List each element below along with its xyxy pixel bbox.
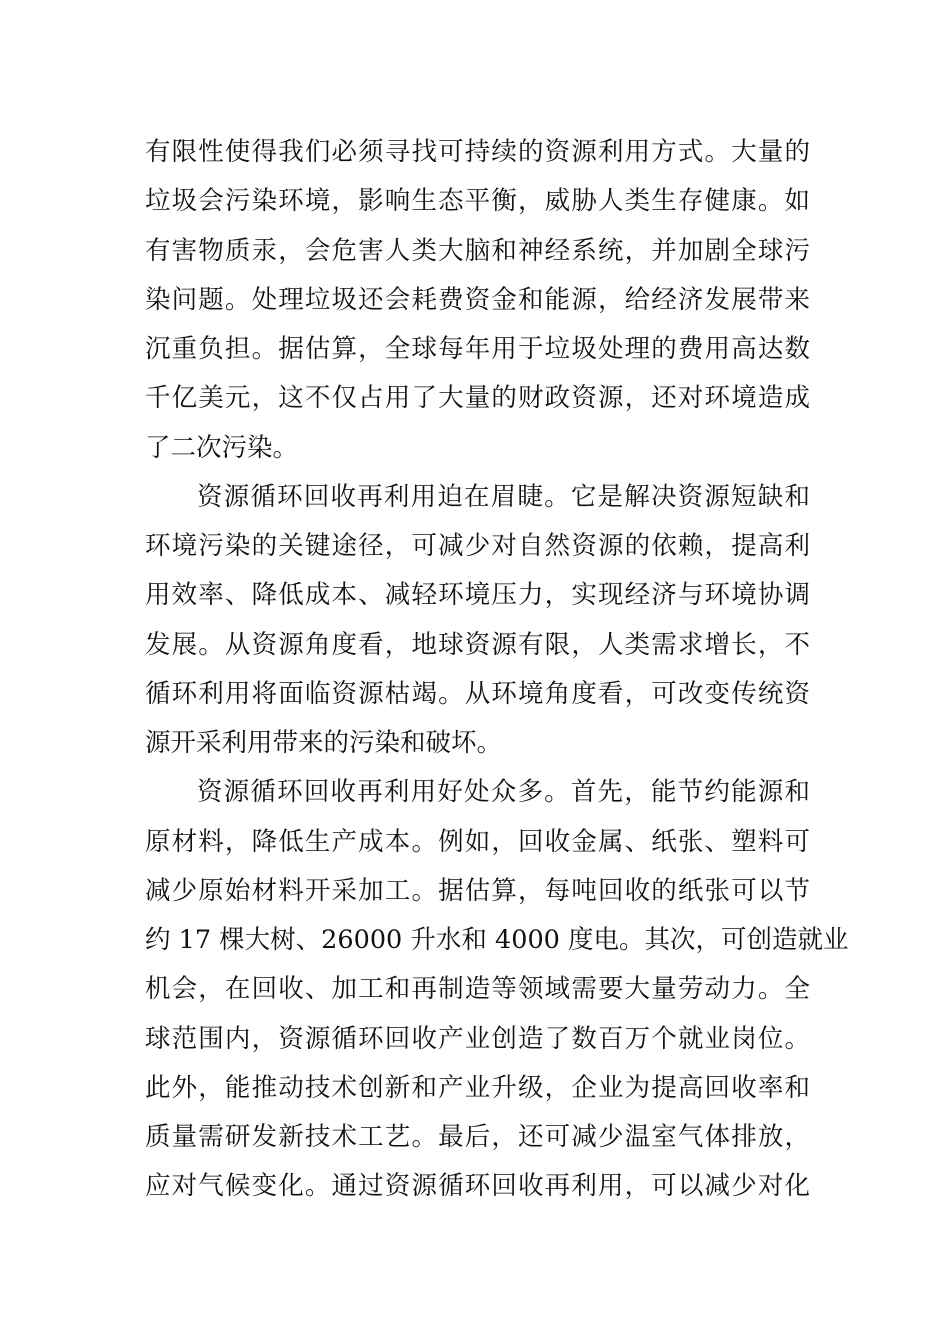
text-line: 发展。从资源角度看，地球资源有限，人类需求增长，不 [145, 629, 810, 660]
paragraph-3 [145, 768, 849, 1211]
text-line: 染问题。处理垃圾还会耗费资金和能源，给经济发展带来 [145, 284, 810, 315]
text-line: 沉重负担。据估算，全球每年用于垃圾处理的费用高达数 [145, 334, 810, 364]
text-line: 此外，能推动技术创新和产业升级，企业为提高回收率和 [145, 1072, 810, 1103]
text-line: 约 17 棵大树、26000 升水和 4000 度电。其次，可创造就业 [145, 925, 849, 955]
text-line: 有害物质汞，会危害人类大脑和神经系统，并加剧全球污 [145, 235, 810, 266]
text-line: 循环利用将面临资源枯竭。从环境角度看，可改变传统资 [145, 678, 810, 709]
text-line: 球范围内，资源循环回收产业创造了数百万个就业岗位。 [145, 1023, 810, 1054]
text-line: 用效率、降低成本、减轻环境压力，实现经济与环境协调 [145, 580, 810, 611]
text-line: 源开采利用带来的污染和破坏。 [145, 728, 503, 758]
text-line: 原材料，降低生产成本。例如，回收金属、纸张、塑料可 [145, 826, 810, 857]
text-line: 千亿美元，这不仅占用了大量的财政资源，还对环境造成 [145, 383, 810, 414]
text-line: 机会，在回收、加工和再制造等领域需要大量劳动力。全 [145, 974, 810, 1005]
text-line: 垃圾会污染环境，影响生态平衡，威胁人类生存健康。如 [145, 186, 810, 217]
text-line: 环境污染的关键途径，可减少对自然资源的依赖，提高利 [145, 531, 810, 561]
text-line: 了二次污染。 [145, 432, 299, 463]
text-line: 减少原始材料开采加工。据估算，每吨回收的纸张可以节 [145, 875, 810, 906]
paragraph-2 [145, 473, 810, 769]
document-body [145, 128, 849, 1212]
text-line: 质量需研发新技术工艺。最后，还可减少温室气体排放， [145, 1122, 810, 1152]
text-line: 有限性使得我们必须寻找可持续的资源利用方式。大量的 [145, 137, 810, 167]
text-line: 资源循环回收再利用迫在眉睫。它是解决资源短缺和 [197, 481, 810, 512]
paragraph-1 [145, 128, 810, 473]
text-line: 应对气候变化。通过资源循环回收再利用，可以减少对化 [145, 1171, 810, 1202]
text-line: 资源循环回收再利用好处众多。首先，能节约能源和 [197, 777, 810, 808]
